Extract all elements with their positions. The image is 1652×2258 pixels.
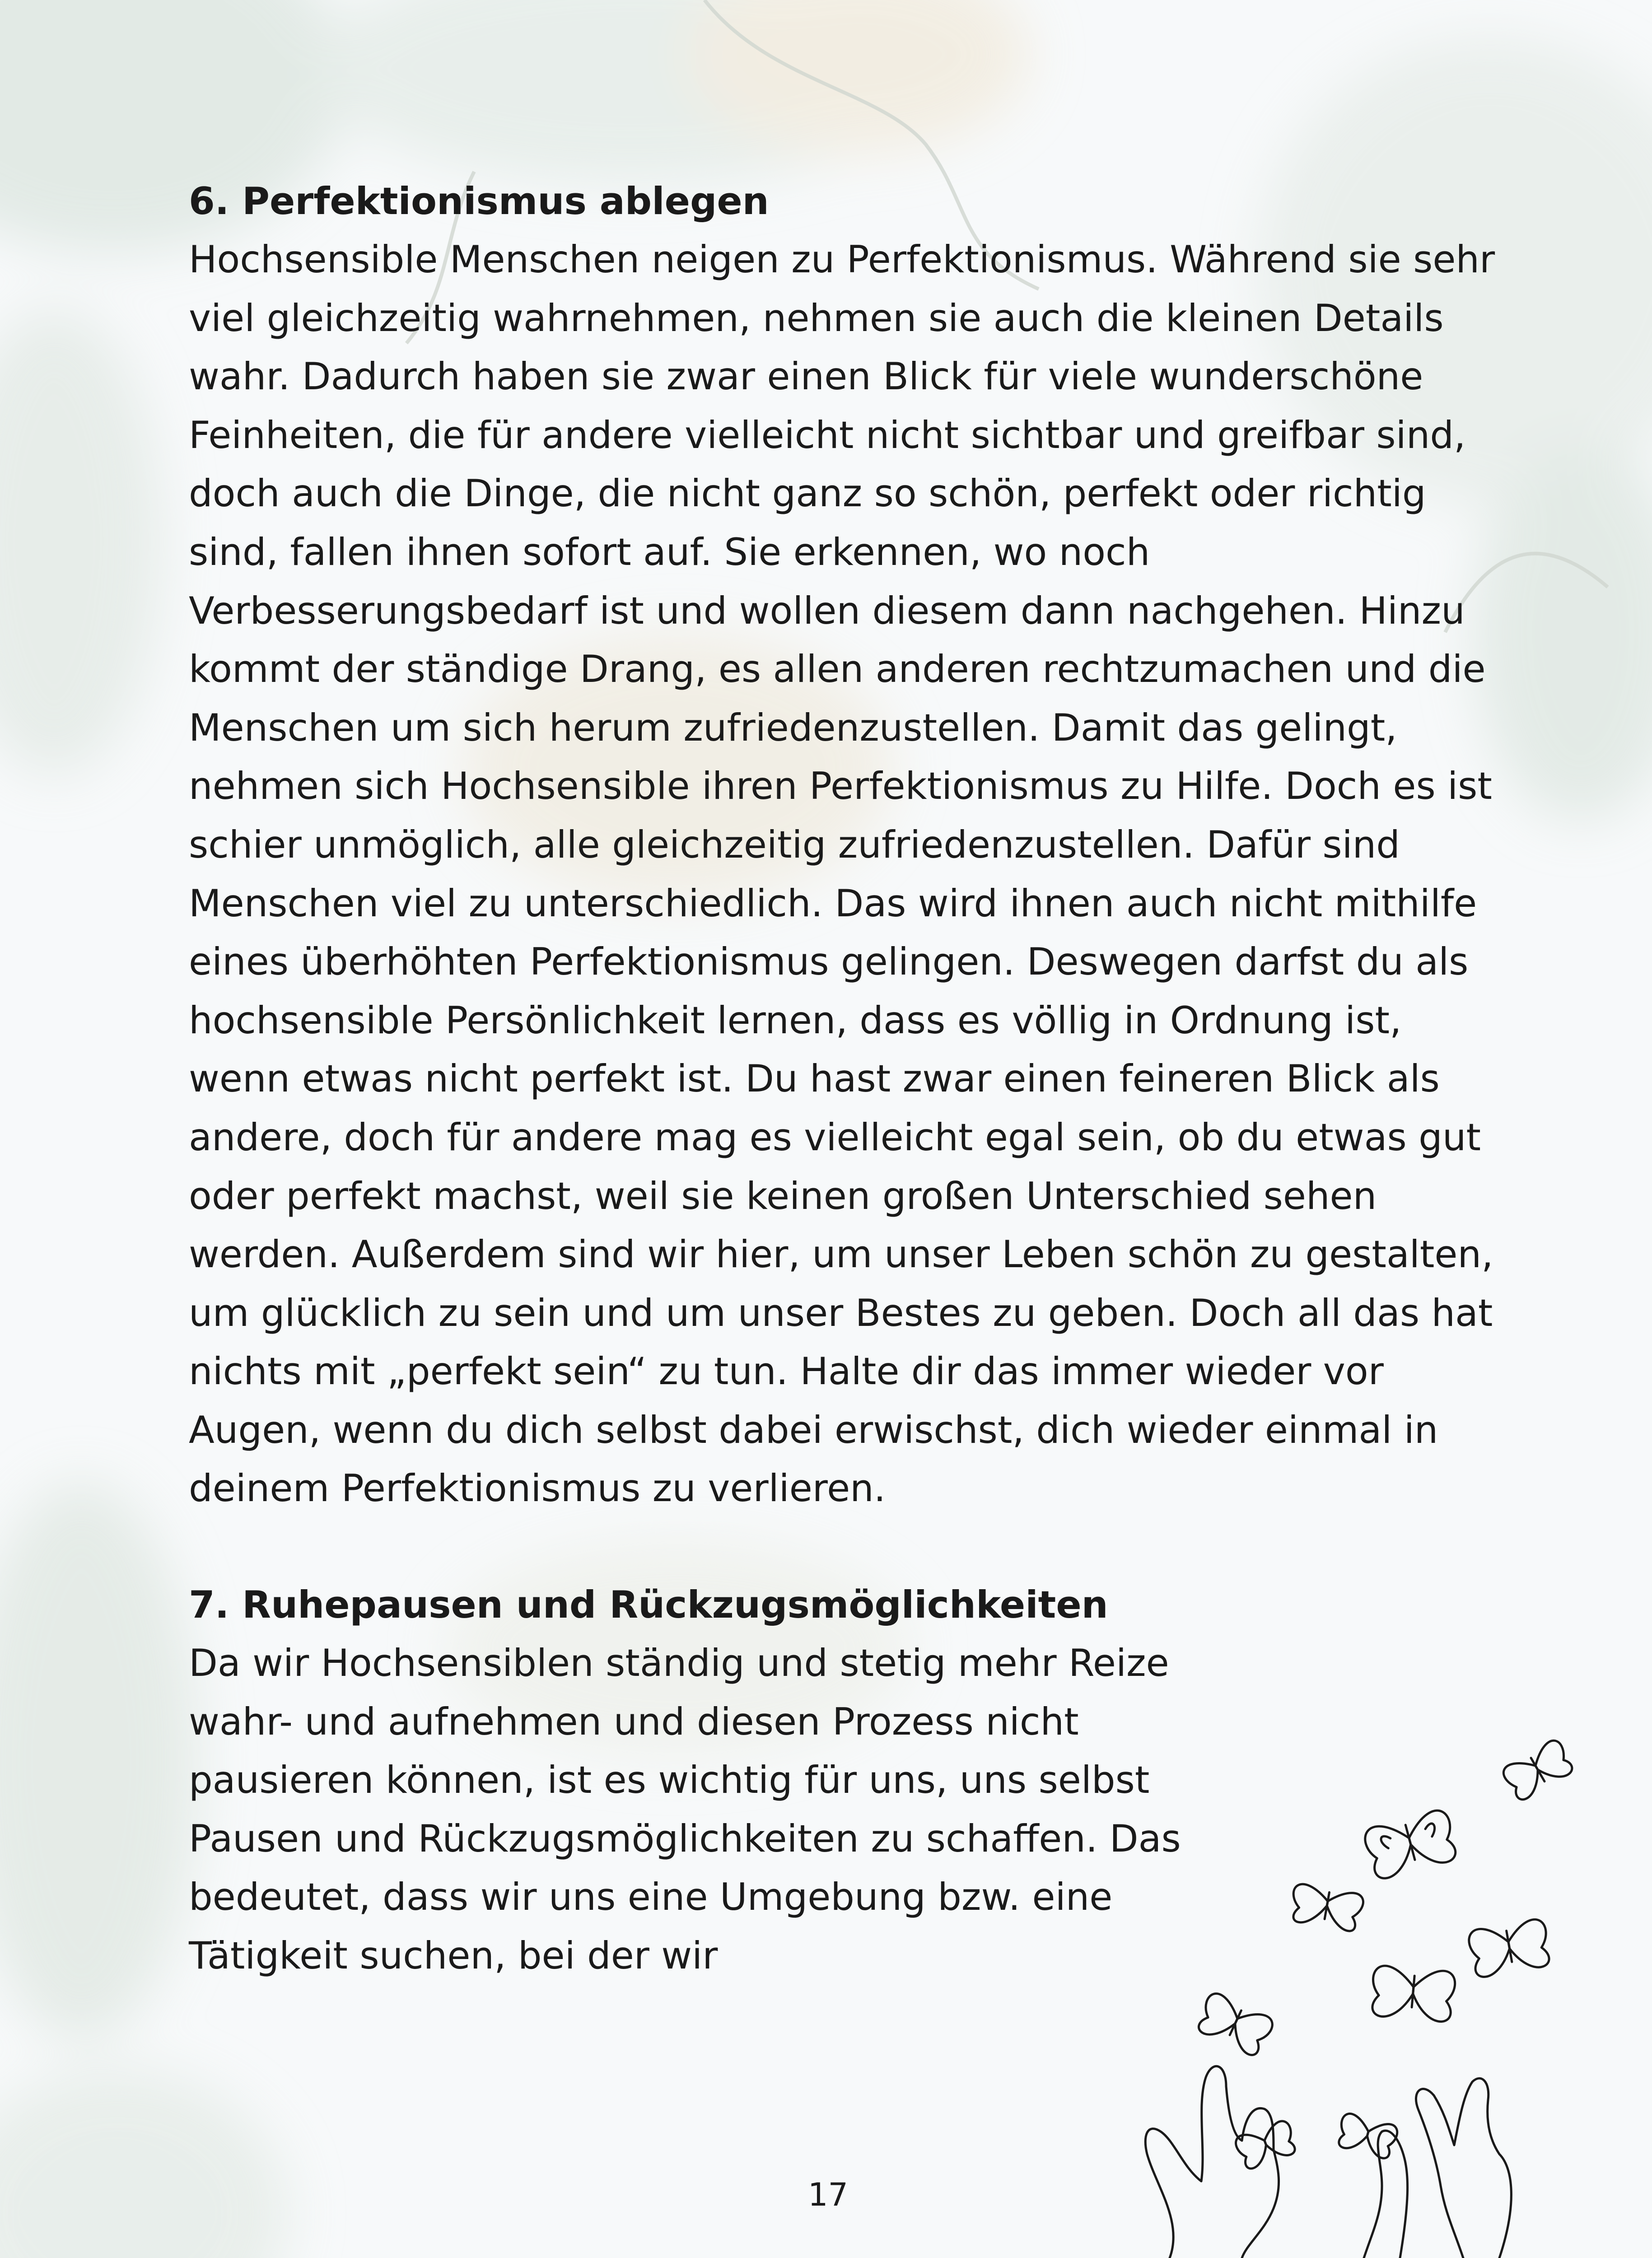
main-content bbox=[189, 173, 1498, 1985]
page-number: 17 bbox=[808, 2176, 849, 2213]
butterflies-and-hands-icon bbox=[1129, 1734, 1626, 2258]
section-heading-ruhepausen: 7. Ruhepausen und Rückzugsmöglichkeiten bbox=[189, 1583, 1108, 1627]
section-body-perfektionismus: Hochsensible Menschen neigen zu Perfektionismus. Während sie sehr viel gleichzeitig wahrnehmen, nehmen sie auch die kleinen Details wahr. Dadurch haben sie zwar einen Blick für viele wunderschöne Feinheiten, die für andere vielleicht nicht sichtbar und greifbar sind, doch auch die Dinge, die nicht ganz so schön, perfekt oder richtig sind, fallen ihnen sofort auf. Sie erkennen, wo noch Verbesserungsbedarf ist und wollen diesem dann nachgehen. Hinzu kommt der ständige Drang, es allen anderen rechtzumachen und die Menschen um sich herum zufriedenzustellen. Damit das gelingt, nehmen sich Hochsensible ihren Perfektionismus zu Hilfe. Doch es ist schier unmöglich, alle gleichzeitig zufriedenzustellen. Dafür sind Menschen viel zu unterschiedlich. Das wird ihnen auch nicht mithilfe eines überhöhten Perfektionismus gelingen. Deswegen darfst du als hochsensible Persönlichkeit lernen, dass es völlig in Ordnung ist, wenn etwas nicht perfekt ist. Du hast zwar einen feineren Blick als andere, doch für andere mag es vielleicht egal sein, ob du etwas gut oder perfekt machst, weil sie keinen großen Unterschied sehen werden. Außerdem sind wir hier, um unser Leben schön zu gestalten, um glücklich zu sein und um unser Bestes zu geben. Doch all das hat nichts mit „perfekt sein“ zu tun. Halte dir das immer wieder vor Augen, wenn du dich selbst dabei erwischst, dich wieder einmal in deinem Perfektionismus zu verlieren. bbox=[189, 238, 1495, 1511]
section-body-ruhepausen: Da wir Hochsensiblen ständig und stetig mehr Reize wahr- und aufnehmen und diesen Prozess nicht pausieren können, ist es wichtig für uns, uns selbst Pausen und Rückzugsmöglichkeiten zu schaffen. Das bedeutet, dass wir uns eine Umgebung bzw. eine Tätigkeit suchen, bei der wir bbox=[189, 1641, 1181, 1978]
section-heading-perfektionismus: 6. Perfektionismus ablegen bbox=[189, 179, 769, 223]
